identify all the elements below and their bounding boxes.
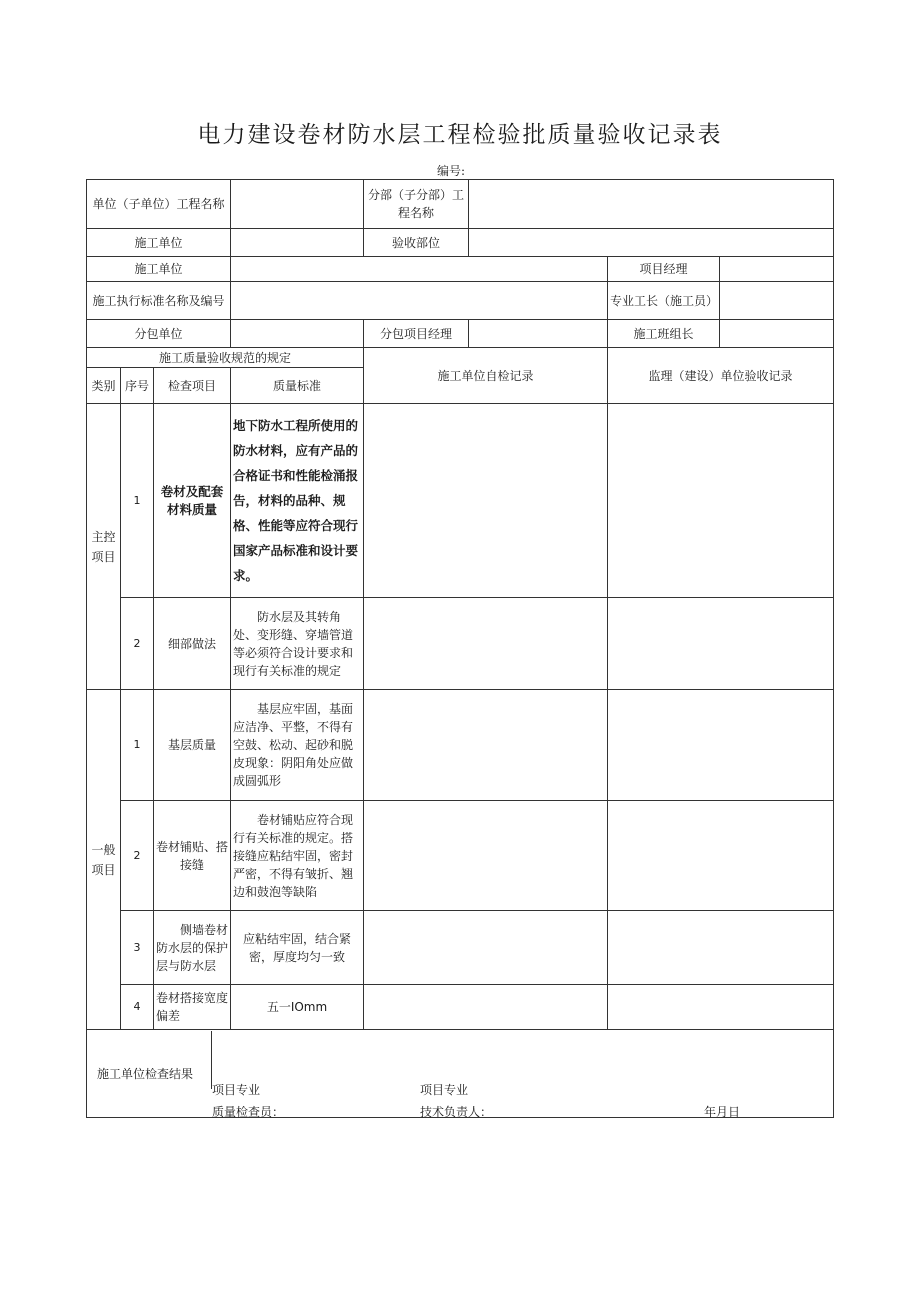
standard-header: 质量标准 — [231, 368, 364, 404]
unit-project-value[interactable] — [231, 180, 364, 229]
result-divider — [211, 1031, 212, 1089]
general-item-seq: 2 — [121, 801, 154, 911]
sub-pm-label: 分包项目经理 — [364, 320, 469, 348]
team-leader-value[interactable] — [720, 320, 834, 348]
foreman-value[interactable] — [720, 282, 834, 320]
seq-header: 序号 — [121, 368, 154, 404]
general-item-self-check[interactable] — [364, 985, 608, 1030]
construction-unit-value[interactable] — [231, 229, 364, 257]
table-row — [87, 985, 834, 1030]
foreman-label: 专业工长（施工员） — [608, 282, 720, 320]
record-table — [86, 179, 834, 1118]
subcontractor-value[interactable] — [231, 320, 364, 348]
main-item-seq: 1 — [121, 404, 154, 598]
general-item-supervision[interactable] — [608, 801, 834, 911]
general-item-name: 基层质量 — [154, 690, 231, 801]
category-header: 类别 — [87, 368, 121, 404]
general-item-standard: 应粘结牢固，结合紧密，厚度均匀一致 — [231, 911, 364, 985]
standard-value[interactable] — [231, 282, 608, 320]
item-header: 检查项目 — [154, 368, 231, 404]
general-item-name: 卷材铺贴、搭接缝 — [154, 801, 231, 911]
general-item-standard: 五一IOmm — [231, 985, 364, 1030]
general-item-standard: 卷材铺贴应符合现行有关标准的规定。搭接缝应粘结牢固，密封严密，不得有皱折、翘边和鼓泡等缺陷 — [231, 801, 364, 911]
supervision-header: 监理（建设）单位验收记录 — [608, 348, 834, 404]
general-item-supervision[interactable] — [608, 985, 834, 1030]
spec-group-header: 施工质量验收规范的规定 — [87, 348, 364, 368]
acceptance-part-label: 验收部位 — [364, 229, 469, 257]
general-item-name: 卷材搭接宽度偏差 — [154, 985, 231, 1030]
pm-line1: 项目专业 — [212, 1083, 261, 1097]
tech-line2: 技术负责人： — [420, 1105, 493, 1119]
project-manager-label: 项目经理 — [608, 257, 720, 282]
acceptance-part-value[interactable] — [469, 229, 834, 257]
page-title: 电力建设卷材防水层工程检验批质量验收记录表 — [197, 122, 723, 148]
sub-project-label: 分部（子分部）工程名称 — [364, 180, 469, 229]
construction-unit-label: 施工单位 — [87, 229, 231, 257]
form-number-label: 编号: — [437, 164, 466, 178]
date-label: 年月日 — [704, 1105, 741, 1119]
main-item-name: 卷材及配套材料质量 — [154, 404, 231, 598]
sub-project-value[interactable] — [469, 180, 834, 229]
table-row — [87, 598, 834, 690]
pm-line2: 质量检查员： — [212, 1105, 285, 1119]
main-items-category: 主控项目 — [87, 404, 121, 690]
tech-line1: 项目专业 — [420, 1083, 469, 1097]
team-leader-label: 施工班组长 — [608, 320, 720, 348]
main-item-standard: 地下防水工程所使用的防水材料，应有产品的合格证书和性能检涌报告，材料的品种、规格、性能等应符合现行国家产品标准和设计要求。 — [231, 404, 364, 598]
general-item-self-check[interactable] — [364, 690, 608, 801]
main-item-name: 细部做法 — [154, 598, 231, 690]
main-item-supervision[interactable] — [608, 598, 834, 690]
main-item-self-check[interactable] — [364, 404, 608, 598]
general-item-self-check[interactable] — [364, 801, 608, 911]
unit-project-label: 单位（子单位）工程名称 — [87, 180, 231, 229]
general-item-self-check[interactable] — [364, 911, 608, 985]
check-result-label: 施工单位检查结果 — [97, 1066, 194, 1081]
general-item-seq: 3 — [121, 911, 154, 985]
main-item-standard: 防水层及其转角处、变形缝、穿墙管道等必须符合设计要求和现行有关标准的规定 — [231, 598, 364, 690]
self-check-header: 施工单位自检记录 — [364, 348, 608, 404]
subcontractor-label: 分包单位 — [87, 320, 231, 348]
main-item-self-check[interactable] — [364, 598, 608, 690]
general-item-supervision[interactable] — [608, 911, 834, 985]
table-row — [87, 801, 834, 911]
project-manager-value[interactable] — [720, 257, 834, 282]
general-item-standard: 基层应牢固，基面应洁净、平整，不得有空鼓、松动、起砂和脱皮现象：阴阳角处应做成圆弧形 — [231, 690, 364, 801]
general-item-supervision[interactable] — [608, 690, 834, 801]
general-item-seq: 1 — [121, 690, 154, 801]
general-items-category: 一般项目 — [87, 690, 121, 1030]
general-item-seq: 4 — [121, 985, 154, 1030]
standard-label: 施工执行标准名称及编号 — [87, 282, 231, 320]
table-row — [87, 404, 834, 598]
table-row — [87, 690, 834, 801]
general-item-name: 侧墙卷材防水层的保护层与防水层 — [154, 911, 231, 985]
main-item-seq: 2 — [121, 598, 154, 690]
table-row — [87, 911, 834, 985]
main-item-supervision[interactable] — [608, 404, 834, 598]
construction-unit-label-2: 施工单位 — [87, 257, 231, 282]
sub-pm-value[interactable] — [469, 320, 608, 348]
construction-unit-value-2[interactable] — [231, 257, 608, 282]
